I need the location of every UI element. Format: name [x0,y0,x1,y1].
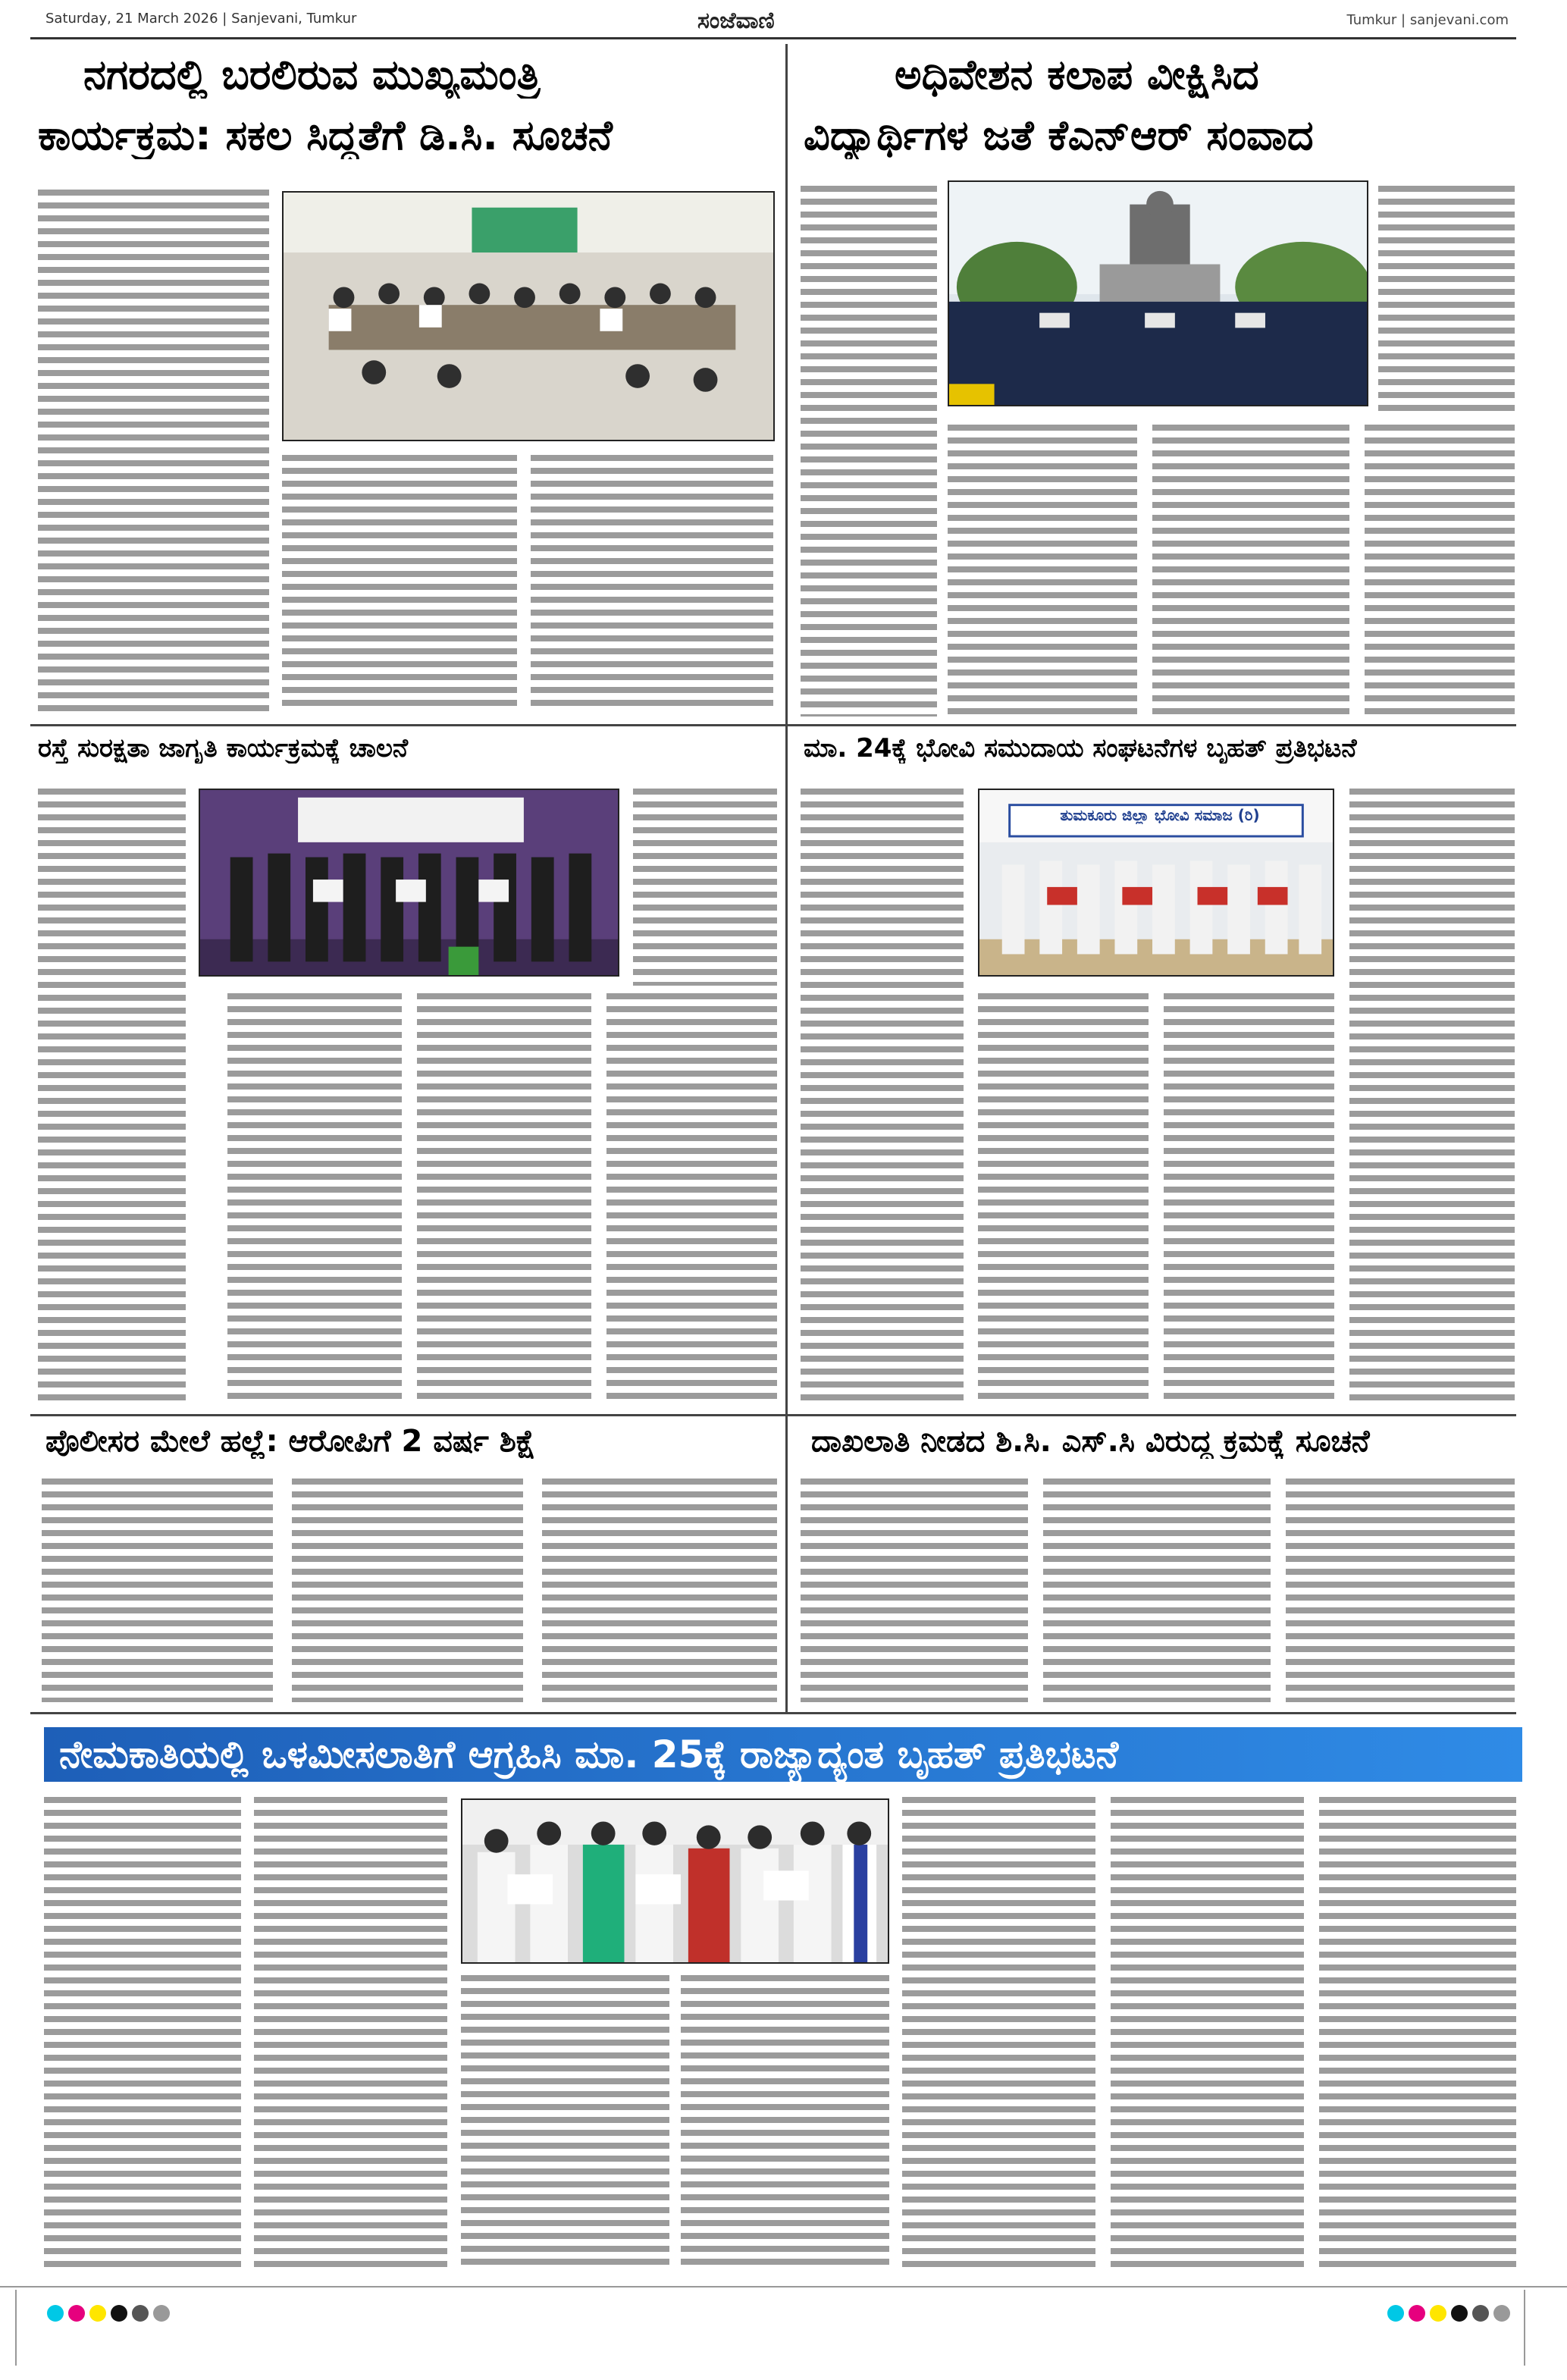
banner-headline: ನೇಮಕಾತಿಯಲ್ಲಿ ಒಳಮೀಸಲಾತಿಗೆ ಆಗ್ರಹಿಸಿ ಮಾ. 25ಕ್ಕೆ ರಾಜ್ಯಾದ್ಯಂತ ಬೃಹತ್ ಪ್ರತಿಭಟನೆ [44,1727,1522,1782]
reg-dot-yellow [89,2305,106,2322]
banner-text-col-1 [44,1797,241,2267]
reg-dot-black [1451,2305,1468,2322]
reg-dot-lightgray [153,2305,170,2322]
banner-text-col-7 [1319,1797,1516,2267]
article-3-headline: ರಸ್ತೆ ಸುರಕ್ಷತಾ ಜಾಗೃತಿ ಕಾರ್ಯಕ್ರಮಕ್ಕೆ ಚಾಲನೆ [38,734,409,764]
article-2-text-col-5 [1365,425,1515,717]
article-2-text-col-1 [801,186,937,717]
masthead-title: ಸಂಜೆವಾಣಿ [697,8,775,34]
article-4-headline: ಮಾ. 24ಕ್ಕೆ ಭೋವಿ ಸಮುದಾಯ ಸಂಘಟನೆಗಳ ಬೃಹತ್ ಪ್ರತಿಭಟನೆ [804,734,1357,764]
article-6-text-col-1 [801,1478,1028,1702]
reg-dot-lightgray [1493,2305,1510,2322]
article-1-text-col-2 [282,455,517,713]
article-3-text-col-5 [606,993,777,1403]
article-2-headline-line2: ವಿದ್ಯಾರ್ಥಿಗಳ ಜತೆ ಕೆಎನ್‌ಆರ್ ಸಂವಾದ [804,112,1314,159]
article-4-text-col-1 [801,789,964,1403]
article-2-text-col-4 [1152,425,1349,717]
registration-marks-left [47,2305,170,2322]
article-1-headline-line1: ನಗರದಲ್ಲಿ ಬರಲಿರುವ ಮುಖ್ಯಮಂತ್ರಿ [83,52,541,99]
reg-dot-gray [132,2305,149,2322]
reg-dot-yellow [1430,2305,1446,2322]
reg-dot-cyan [1387,2305,1404,2322]
masthead [30,6,1516,39]
article-2-text-col-3 [948,425,1137,717]
reg-dot-cyan [47,2305,64,2322]
center-column-rule [785,44,788,1712]
banner-text-col-2 [254,1797,447,2267]
article-4-photo-sign: ತುಮಕೂರು ಜಿಲ್ಲಾ ಭೋವಿ ಸಮಾಜ (ರಿ) [1060,806,1260,824]
article-6-headline: ದಾಖಲಾತಿ ನೀಡದ ಶಿ.ಸಿ. ಎಸ್.ಸಿ ವಿರುದ್ಧ ಕ್ರಮಕ್ಕೆ ಸೂಚನೆ [811,1424,1370,1459]
section-rule-1 [30,724,1516,726]
article-2-photo [948,180,1368,406]
masthead-location: Tumkur | sanjevani.com [1346,12,1509,28]
article-1-headline-line2: ಕಾರ್ಯಕ್ರಮ: ಸಕಲ ಸಿದ್ಧತೆಗೆ ಡಿ.ಸಿ. ಸೂಚನೆ [38,112,613,159]
article-1-text-col-3 [531,455,773,713]
registration-marks-right [1387,2305,1510,2322]
section-rule-2 [30,1414,1516,1416]
article-3-text-col-3 [227,993,402,1403]
article-5-text-col-3 [542,1478,777,1702]
article-4-text-col-4 [1164,993,1334,1403]
crop-mark-right [1524,2290,1525,2366]
article-3-photo [199,789,619,977]
reg-dot-gray [1472,2305,1489,2322]
banner-photo [461,1798,889,1964]
article-5-headline: ಪೊಲೀಸರ ಮೇಲೆ ಹಲ್ಲೆ: ಆರೋಪಿಗೆ 2 ವರ್ಷ ಶಿಕ್ಷೆ [45,1424,536,1459]
reg-dot-magenta [68,2305,85,2322]
article-4-text-col-2 [1349,789,1515,1403]
banner-text-col-3 [461,1975,669,2267]
banner-text-col-6 [1111,1797,1304,2267]
article-5-text-col-2 [292,1478,523,1702]
reg-dot-black [111,2305,127,2322]
section-rule-3 [30,1712,1516,1714]
article-2-text-col-2 [1378,186,1515,413]
bottom-trim-rule [0,2286,1567,2287]
article-4-text-col-3 [978,993,1149,1403]
article-1-photo [282,191,775,441]
article-3-text-col-1 [38,789,186,1403]
article-2-headline-line1: ಅಧಿವೇಶನ ಕಲಾಪ ವೀಕ್ಷಿಸಿದ [895,52,1259,99]
masthead-date: Saturday, 21 March 2026 | Sanjevani, Tumkur [45,11,357,27]
reg-dot-magenta [1409,2305,1425,2322]
article-5-text-col-1 [42,1478,273,1702]
article-1-text-col-1 [38,190,269,713]
article-6-text-col-3 [1286,1478,1515,1702]
crop-mark-left [15,2290,17,2366]
banner-text-col-4 [681,1975,889,2267]
banner-text-col-5 [902,1797,1095,2267]
article-3-text-col-4 [417,993,591,1403]
article-6-text-col-2 [1043,1478,1271,1702]
article-3-text-col-2 [633,789,777,986]
